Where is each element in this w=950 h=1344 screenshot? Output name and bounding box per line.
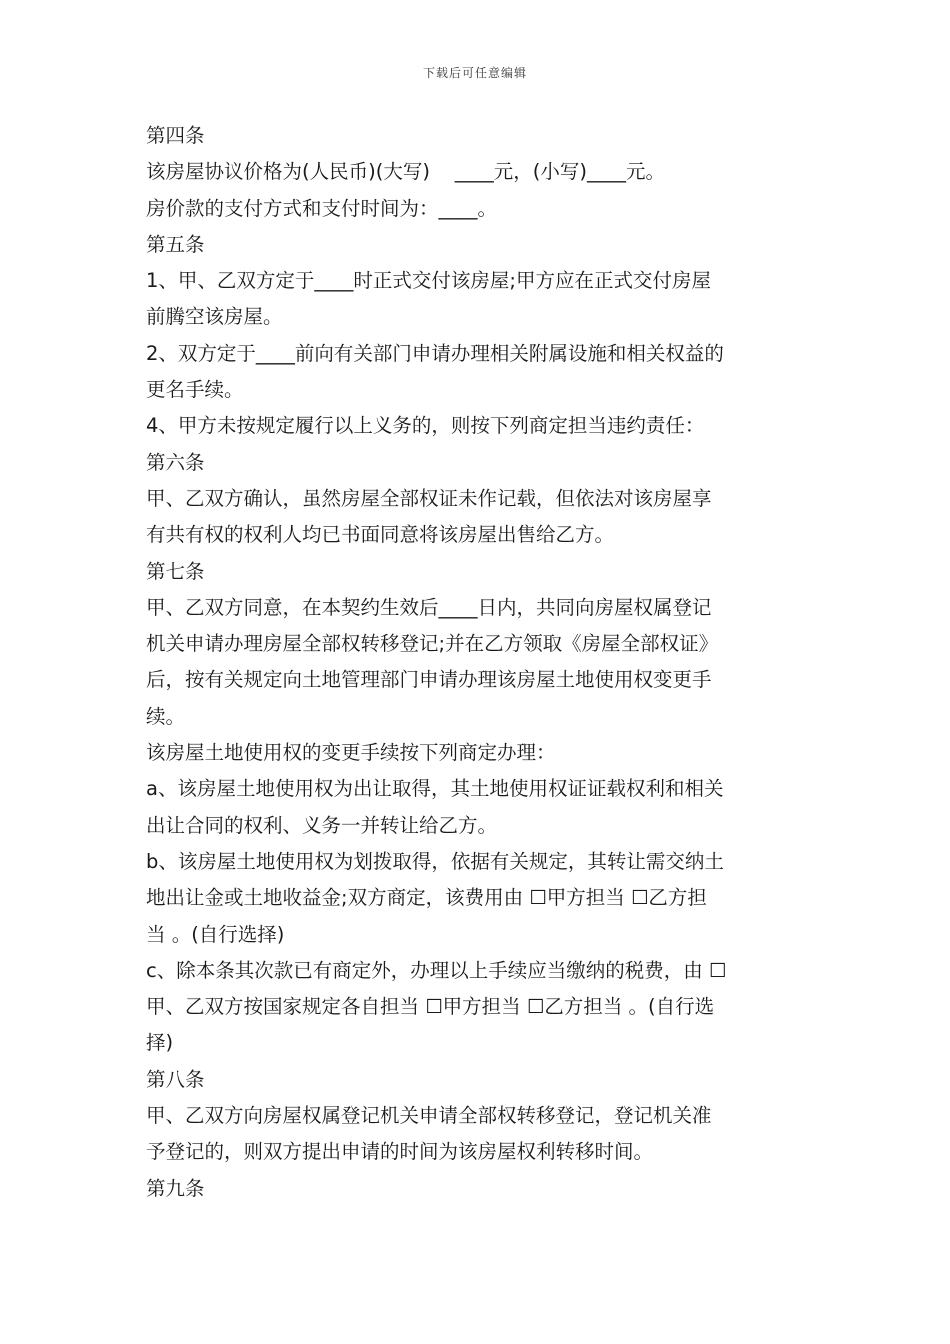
text-line: 予登记的，则双方提出申请的时间为该房屋权利转移时间。 (146, 1140, 654, 1164)
text-line: 择) (146, 1031, 174, 1055)
text-line: 更名手续。 (146, 378, 244, 402)
text-line: 甲、乙双方向房屋权属登记机关申请全部权转移登记，登记机关准 (146, 1104, 712, 1128)
text-line: 机关申请办理房屋全部权转移登记;并在乙方领取《房屋全部权证》 (146, 632, 719, 656)
text-line: 房价款的支付方式和支付时间为：____。 (146, 196, 498, 220)
text-line: 有共有权的权利人均已书面同意将该房屋出售给乙方。 (146, 523, 615, 547)
page-header: 下载后可任意编辑 (422, 66, 527, 80)
text-line: 第七条 (146, 559, 205, 583)
text-line: 1、甲、乙双方定于____时正式交付该房屋;甲方应在正式交付房屋 (146, 269, 711, 293)
text-line: 2、双方定于____前向有关部门申请办理相关附属设施和相关权益的 (146, 341, 724, 365)
text-line: 后，按有关规定向土地管理部门申请办理该房屋土地使用权变更手 (146, 668, 712, 692)
text-line: 续。 (146, 704, 186, 728)
text-line: c、除本条其次款已有商定外，办理以上手续应当缴纳的税费，由 ☐ (146, 958, 727, 982)
text-line: 地出让金或土地收益金;双方商定，该费用由 ☐甲方担当 ☐乙方担 (146, 886, 707, 910)
text-line: 甲、乙双方同意，在本契约生效后____日内，共同向房屋权属登记 (146, 595, 712, 619)
text-line: 第六条 (146, 450, 205, 474)
text-line: 该房屋协议价格为(人民币)(大写) ____元，(小写)____元。 (146, 160, 665, 184)
text-line: 当 。(自行选择) (146, 922, 285, 946)
text-line: a、该房屋土地使用权为出让取得，其土地使用权证证载权利和相关 (146, 777, 724, 801)
text-line: 第八条 (146, 1067, 205, 1091)
text-line: 第九条 (146, 1176, 205, 1200)
text-line: b、该房屋土地使用权为划拨取得，依据有关规定，其转让需交纳土 (146, 849, 724, 873)
text-line: 第四条 (146, 124, 205, 147)
document-body (146, 118, 810, 1207)
text-line: 该房屋土地使用权的变更手续按下列商定办理： (146, 741, 556, 765)
text-line: 甲、乙双方按国家规定各自担当 ☐甲方担当 ☐乙方担当 。(自行选 (146, 995, 715, 1019)
text-line: 前腾空该房屋。 (146, 305, 283, 329)
text-line: 4、甲方未按规定履行以上义务的，则按下列商定担当违约责任： (146, 414, 705, 438)
text-line: 甲、乙双方确认，虽然房屋全部权证未作记载，但依法对该房屋享 (146, 486, 712, 510)
text-line: 出让合同的权利、义务一并转让给乙方。 (146, 813, 498, 837)
text-line: 第五条 (146, 232, 205, 256)
